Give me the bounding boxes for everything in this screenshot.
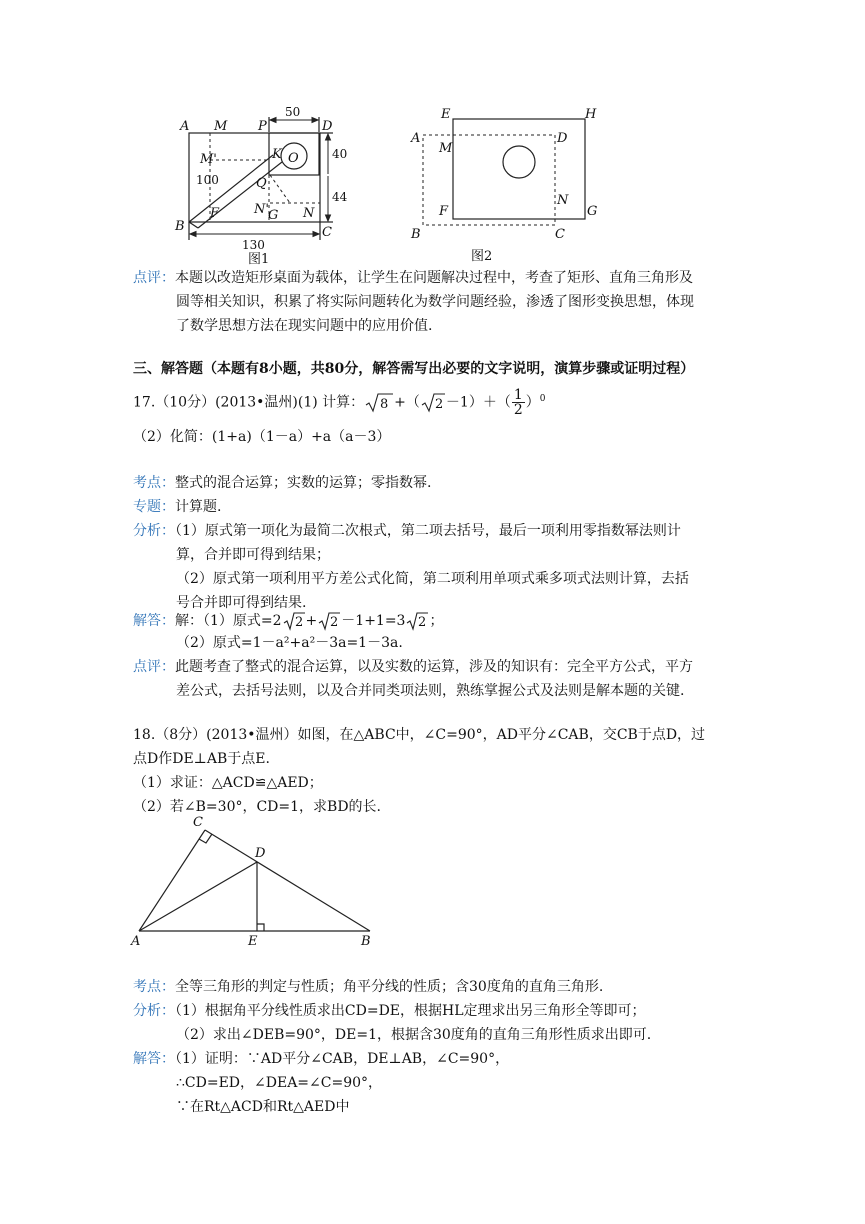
fig2-label-d: D (557, 131, 568, 146)
q18-kaodian-label: 考点： (133, 979, 175, 995)
fig1-label-m2: M' (200, 152, 217, 167)
q17-zhuanti-text: 计算题. (175, 499, 222, 515)
q18-jieda-line-1 (133, 1049, 509, 1069)
q17-fenxi-label: 分析： (133, 523, 175, 539)
q18-jieda-line-3: ∵在Rt△ACD和Rt△AED中 (176, 1099, 350, 1115)
q17-zhuanti (133, 497, 221, 517)
q18-kaodian (133, 977, 603, 997)
fig2-label-g: G (587, 204, 598, 219)
q17-jieda-1b: + (305, 613, 318, 629)
review1-text-1: 本题以改造矩形桌面为载体，让学生在问题解决过程中，考查了矩形、直角三角形及 (175, 270, 693, 286)
q17-jieda-line-1 (133, 607, 443, 635)
q17-sqrt8 (364, 392, 394, 414)
q18-fig-label-b: B (361, 934, 371, 949)
q18-fenxi-text-1: （1）根据角平分线性质求出CD=DE，根据HL定理求出另三角形全等即可； (175, 1003, 646, 1019)
q18-triangle-figure (125, 812, 380, 952)
fig1-label-q: Q (256, 176, 267, 191)
q17-fenxi-line-2: 算，合并即可得到结果； (176, 547, 330, 563)
q17-tail: ） (525, 394, 540, 411)
fig2-label-m: M (439, 141, 453, 156)
q18-fig-label-a: A (131, 934, 141, 949)
q18-fig-label-d: D (255, 846, 266, 861)
q17-line-1 (133, 388, 545, 418)
figure-1 (170, 100, 370, 270)
q18-jieda-text-1: （1）证明：∵AD平分∠CAB，DE⊥AB，∠C=90°， (175, 1051, 510, 1067)
fig2-label-f: F (439, 204, 449, 219)
q18-line-4: （2）若∠B=30°，CD=1，求BD的长. (133, 799, 382, 815)
fig1-label-k: K (272, 147, 282, 162)
q18-jieda-label: 解答： (133, 1051, 175, 1067)
q17-fraction-numerator: 1 (513, 387, 523, 403)
review1-line-2: 圆等相关知识，积累了将实际问题转化为数学问题经验，渗透了图形变换思想，体现 (176, 294, 694, 310)
q17-jieda-sqrt-3 (405, 611, 429, 631)
q17-fenxi-text-1: （1）原式第一项化为最简二次根式，第二项去括号，最后一项利用零指数幂法则计 (175, 523, 681, 539)
fig1-label-g: G (268, 208, 279, 223)
q17-jieda-1d: ； (429, 613, 444, 629)
q18-line-3: （1）求证：△ACD≌△AED； (133, 775, 323, 791)
q17-sqrt2-radicand: 2 (434, 396, 444, 412)
q17-jieda-sqrt-2 (317, 611, 341, 631)
q17-exponent-zero: 0 (539, 393, 546, 404)
fig1-label-m: M (214, 119, 228, 134)
q18-kaodian-text: 全等三角形的判定与性质；角平分线的性质；含30度角的直角三角形. (175, 979, 604, 995)
review1-label: 点评： (133, 270, 175, 286)
fig1-dim-top: 50 (285, 105, 301, 119)
q18-fenxi-label: 分析： (133, 1003, 175, 1019)
q17-jieda-sqrt-1-radicand: 2 (294, 615, 303, 630)
fig1-label-c: C (322, 225, 332, 240)
q17-fenxi-line-3: （2）原式第一项利用平方差公式化简，第二项利用单项式乘多项式法则计算，去括 (176, 571, 689, 587)
figure-2 (405, 100, 610, 268)
fig1-dim-diag: 100 (196, 173, 219, 187)
q17-zhuanti-label: 专题： (133, 499, 175, 515)
fig1-caption: 图1 (248, 252, 270, 267)
q18-fenxi-line-2: （2）求出∠DEB=90°，DE=1，根据含30度角的直角三角形性质求出即可. (176, 1027, 652, 1043)
q17-fraction-denominator: 2 (513, 402, 523, 418)
q17-dianping-text-1: 此题考查了整式的混合运算，以及实数的运算，涉及的知识有：完全平方公式，平方 (175, 659, 693, 675)
fig1-label-n2: N' (254, 202, 269, 217)
fig1-label-a: A (180, 119, 190, 134)
q17-kaodian-text: 整式的混合运算；实数的运算；零指数幂. (175, 475, 432, 491)
review1-line-3: 了数学思想方法在现实问题中的应用价值. (176, 318, 433, 334)
fig2-label-e: E (441, 107, 451, 122)
q17-jieda-sqrt-2-radicand: 2 (330, 615, 339, 630)
q17-kaodian-label: 考点： (133, 475, 175, 491)
q18-line-1: 18.（8分）(2013•温州）如图，在△ABC中，∠C=90°，AD平分∠CAB，交CB于点D，过 (133, 727, 706, 743)
q17-jieda-label: 解答： (133, 613, 175, 629)
section-3-heading: 三、解答题（本题有8小题，共80分，解答需写出必要的文字说明，演算步骤或证明过程） (133, 361, 695, 377)
fig1-label-n: N (303, 206, 315, 221)
q17-plus: +（ (394, 394, 420, 411)
q17-minus1: －1）＋（ (445, 394, 511, 411)
q17-part2: （2）化简：(1+a)（1－a）+a（a－3） (133, 429, 391, 445)
fig1-dim-bottom: 130 (242, 238, 265, 252)
fig2-label-h: H (585, 107, 597, 122)
q17-jieda-sqrt-1 (282, 611, 306, 631)
fig2-label-b: B (411, 227, 421, 242)
q17-jieda-line-2: （2）原式=1－a²+a²－3a=1－3a. (176, 635, 403, 651)
fig1-label-f: F (210, 206, 220, 221)
q17-fraction (512, 388, 525, 417)
q18-fig-label-e: E (248, 934, 258, 949)
fig2-label-c: C (555, 227, 565, 242)
fig2-label-a: A (411, 131, 421, 146)
q17-sqrt2 (420, 392, 446, 414)
fig2-caption: 图2 (471, 249, 493, 264)
q17-dianping-label: 点评： (133, 659, 175, 675)
fig1-label-b: B (175, 219, 185, 234)
q18-line-2: 点D作DE⊥AB于点E. (133, 751, 270, 767)
q18-fig-label-c: C (193, 815, 203, 830)
fig1-label-p: P (258, 119, 267, 134)
q17-jieda-1c: －1+1=3 (341, 613, 406, 629)
q17-sqrt8-radicand: 8 (380, 396, 389, 412)
q17-jieda-1a: 解：（1）原式=2 (175, 613, 282, 629)
q18-jieda-line-2: ∴CD=ED，∠DEA=∠C=90°， (176, 1075, 383, 1091)
q17-kaodian (133, 473, 431, 493)
fig1-dim-right-lower: 44 (332, 190, 348, 204)
q17-fenxi-line-1 (133, 521, 681, 541)
q17-dianping-line-2: 差公式，去括号法则，以及合并同类项法则，熟练掌握公式及法则是解本题的关键. (176, 683, 685, 699)
q17-head: 17.（10分）(2013•温州)(1) 计算： (133, 394, 365, 411)
fig1-dim-right-upper: 40 (332, 147, 348, 161)
fig1-label-d: D (322, 119, 333, 134)
fig2-label-n: N (557, 193, 569, 208)
q18-fenxi-line-1 (133, 1001, 646, 1021)
q17-dianping-line-1 (133, 657, 693, 677)
q17-fenxi-line-4: 号合并即可得到结果. (176, 595, 307, 611)
review1-line-1 (133, 268, 693, 288)
q17-jieda-sqrt-3-radicand: 2 (418, 615, 427, 630)
fig1-label-o: O (288, 151, 299, 166)
